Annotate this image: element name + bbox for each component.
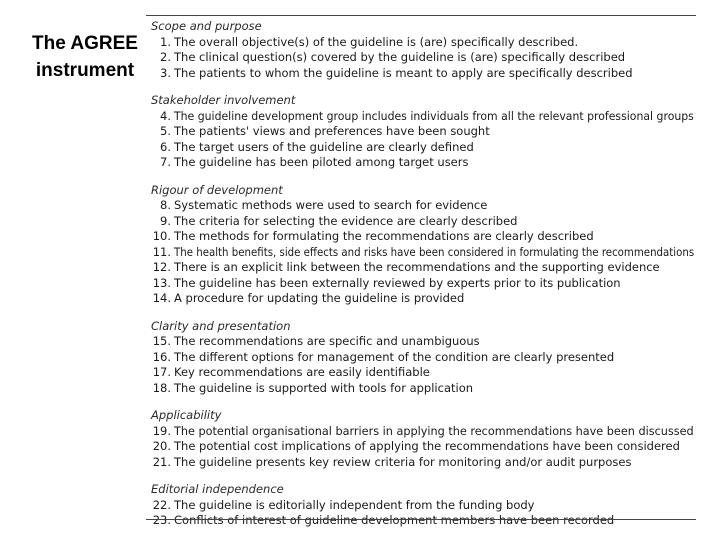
- criterion-number: 9.: [160, 213, 171, 228]
- top-rule: [146, 15, 696, 16]
- criterion-item: [151, 276, 696, 292]
- criterion-item: [151, 50, 696, 66]
- criterion-text: Conflicts of interest of guideline development members have been recorded: [174, 513, 615, 527]
- slide-title-line-2: instrument: [35, 60, 135, 81]
- criterion-number: 22.: [152, 497, 171, 512]
- section-heading: Rigour of development: [151, 182, 283, 197]
- criterion-number: 5.: [160, 124, 171, 138]
- criteria-section: [151, 93, 696, 171]
- agree-criteria-list: [151, 19, 696, 541]
- criterion-item: [151, 291, 696, 307]
- section-heading: Applicability: [151, 408, 222, 422]
- criterion-text: The criteria for selecting the evidence are clearly described: [174, 213, 518, 228]
- criterion-item: [151, 124, 696, 140]
- criterion-text: The health benefits, side effects and risks have been considered in formulating the recommendations: [174, 244, 695, 259]
- criterion-number: 13.: [152, 275, 171, 290]
- criterion-text: The target users of the guideline are clearly defined: [174, 139, 474, 154]
- criterion-item: [151, 365, 696, 381]
- criterion-item: [151, 498, 696, 514]
- criterion-number: 16.: [152, 349, 171, 364]
- criterion-text: The guideline is supported with tools for application: [174, 380, 474, 395]
- criterion-text: The guideline has been piloted among target users: [174, 155, 469, 169]
- criterion-number: 10.: [152, 229, 171, 243]
- criterion-item: [151, 109, 696, 125]
- criterion-item: [151, 214, 696, 230]
- criterion-item: [151, 513, 696, 529]
- criteria-section: [151, 183, 696, 307]
- slide-title-line-1: The AGREE: [32, 33, 138, 54]
- section-heading: Scope and purpose: [151, 19, 262, 33]
- criteria-section: [151, 482, 696, 529]
- criterion-text: The guideline presents key review criteria for monitoring and/or audit purposes: [174, 454, 632, 469]
- criterion-item: [151, 245, 696, 261]
- criterion-item: [151, 260, 696, 276]
- criterion-item: [151, 455, 696, 471]
- criterion-number: 14.: [152, 291, 171, 305]
- criterion-item: [151, 424, 696, 440]
- criterion-number: 2.: [160, 50, 171, 64]
- criterion-number: 21.: [152, 454, 171, 469]
- criterion-item: [151, 155, 696, 171]
- criteria-section: [151, 19, 696, 81]
- criterion-text: A procedure for updating the guideline is provided: [174, 291, 465, 305]
- bottom-rule: [146, 519, 696, 520]
- criterion-number: 6.: [160, 139, 171, 154]
- criterion-number: 15.: [152, 334, 171, 348]
- criteria-section: [151, 408, 696, 470]
- criterion-item: [151, 381, 696, 397]
- criterion-number: 7.: [160, 155, 171, 169]
- criterion-number: 20.: [152, 439, 171, 453]
- criterion-item: [151, 140, 696, 156]
- criterion-text: The potential cost implications of applying the recommendations have been considered: [174, 439, 680, 453]
- criterion-number: 11.: [152, 244, 171, 259]
- criterion-text: The guideline is editorially independent from the funding body: [174, 497, 535, 512]
- criterion-number: 4.: [160, 108, 171, 123]
- criterion-text: The guideline has been externally reviewed by experts prior to its publication: [174, 275, 621, 290]
- criterion-number: 18.: [152, 380, 171, 395]
- criterion-number: 1.: [160, 34, 171, 49]
- criterion-text: There is an explicit link between the recommendations and the supporting evidence: [174, 260, 660, 274]
- criterion-number: 19.: [152, 423, 171, 438]
- criterion-number: 17.: [152, 365, 171, 379]
- criterion-item: [151, 229, 696, 245]
- criterion-text: The recommendations are specific and unambiguous: [174, 334, 480, 348]
- criterion-item: [151, 66, 696, 82]
- criterion-text: The clinical question(s) covered by the guideline is (are) specifically described: [174, 50, 626, 64]
- section-heading: Editorial independence: [151, 482, 284, 496]
- section-heading: Stakeholder involvement: [151, 93, 296, 107]
- section-heading: Clarity and presentation: [151, 318, 291, 333]
- slide-title: [16, 30, 154, 84]
- criterion-number: 23.: [152, 513, 171, 527]
- criterion-item: [151, 439, 696, 455]
- criterion-item: [151, 334, 696, 350]
- criterion-text: The patients to whom the guideline is meant to apply are specifically described: [174, 65, 633, 80]
- criterion-text: The guideline development group includes individuals from all the relevant professional groups: [174, 108, 694, 123]
- criteria-section: [151, 319, 696, 397]
- criterion-text: The potential organisational barriers in applying the recommendations have been discussed: [174, 423, 694, 438]
- criterion-item: [151, 198, 696, 214]
- criterion-item: [151, 35, 696, 51]
- criterion-text: Systematic methods were used to search for evidence: [174, 198, 488, 212]
- criterion-number: 8.: [160, 198, 171, 212]
- criterion-number: 3.: [160, 65, 171, 80]
- criterion-item: [151, 350, 696, 366]
- criterion-text: The methods for formulating the recommendations are clearly described: [174, 229, 594, 243]
- criterion-number: 12.: [152, 260, 171, 274]
- criterion-text: The overall objective(s) of the guideline is (are) specifically described.: [174, 34, 579, 49]
- criterion-text: The different options for management of the condition are clearly presented: [174, 349, 615, 364]
- criterion-text: The patients' views and preferences have been sought: [174, 124, 490, 138]
- criterion-text: Key recommendations are easily identifiable: [174, 365, 430, 379]
